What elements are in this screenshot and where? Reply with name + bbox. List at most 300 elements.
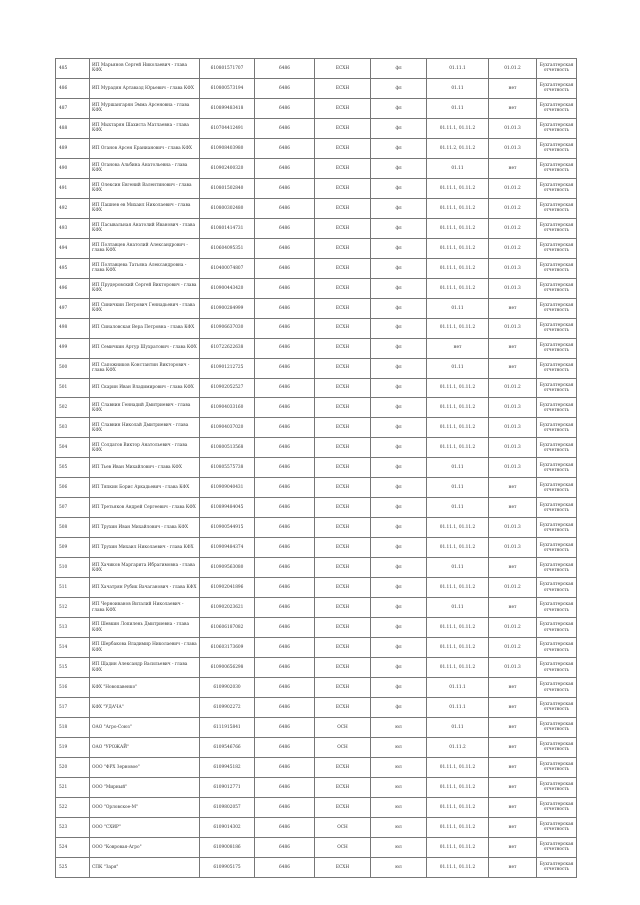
okved-main-cell: 01.11.2 bbox=[427, 737, 489, 757]
organization-name-cell: ИП Шевкин Лопилень Дмитриевна - глава КФХ bbox=[90, 618, 200, 638]
inn-cell: 610603173609 bbox=[200, 638, 255, 658]
report-type-cell: Бухгалтерская отчетность bbox=[537, 438, 577, 458]
okved-extra-cell: 01.01.3 bbox=[489, 438, 537, 458]
okved-extra-cell: 01.01.3 bbox=[489, 418, 537, 438]
report-type-cell: Бухгалтерская отчетность bbox=[537, 777, 577, 797]
entity-type-cell: фл bbox=[371, 558, 427, 578]
okved-extra-cell: нет bbox=[489, 817, 537, 837]
tax-regime-cell: ЕСХН bbox=[315, 538, 371, 558]
organization-name-cell: ИП Мурадян Артавазд Юрьевич - глава КФХ bbox=[90, 78, 200, 98]
organization-name-cell: ИП Славнин Николай Дмитриевич - глава КФХ bbox=[90, 418, 200, 438]
okato-code-cell: 6486 bbox=[255, 118, 315, 138]
okato-code-cell: 6486 bbox=[255, 458, 315, 478]
okved-main-cell: 01.11.1, 01.11.2 bbox=[427, 538, 489, 558]
row-number-cell: 518 bbox=[56, 717, 90, 737]
entity-type-cell: юл bbox=[371, 737, 427, 757]
table-row bbox=[56, 757, 577, 777]
okved-extra-cell: нет bbox=[489, 857, 537, 877]
table-row bbox=[56, 178, 577, 198]
organization-name-cell: ИП Семичкин Артур Шухратович - глава КФХ bbox=[90, 338, 200, 358]
entity-type-cell: фл bbox=[371, 98, 427, 118]
okved-extra-cell: 01.01.3 bbox=[489, 398, 537, 418]
okved-main-cell: 01.11.1, 01.11.2 bbox=[427, 578, 489, 598]
inn-cell: 610900544915 bbox=[200, 518, 255, 538]
table-row bbox=[56, 618, 577, 638]
report-type-cell: Бухгалтерская отчетность bbox=[537, 458, 577, 478]
okato-code-cell: 6486 bbox=[255, 358, 315, 378]
row-number-cell: 516 bbox=[56, 678, 90, 698]
tax-regime-cell: ЕСХН bbox=[315, 338, 371, 358]
entity-type-cell: фл bbox=[371, 138, 427, 158]
report-type-cell: Бухгалтерская отчетность bbox=[537, 757, 577, 777]
organization-name-cell: ООО "СХИР" bbox=[90, 817, 200, 837]
okved-extra-cell: 01.01.2 bbox=[489, 638, 537, 658]
tax-regime-cell: ЕСХН bbox=[315, 518, 371, 538]
inn-cell: 610805575738 bbox=[200, 458, 255, 478]
tax-regime-cell: ЕСХН bbox=[315, 698, 371, 718]
row-number-cell: 508 bbox=[56, 518, 90, 538]
okato-code-cell: 6486 bbox=[255, 777, 315, 797]
tax-regime-cell: ЕСХН bbox=[315, 238, 371, 258]
row-number-cell: 494 bbox=[56, 238, 90, 258]
entity-type-cell: фл bbox=[371, 678, 427, 698]
row-number-cell: 506 bbox=[56, 478, 90, 498]
inn-cell: 610704412491 bbox=[200, 118, 255, 138]
inn-cell: 610906637030 bbox=[200, 318, 255, 338]
organization-name-cell: ИП Хачиков Маргарита Ибрагимовна - глава КФХ bbox=[90, 558, 200, 578]
okved-extra-cell: 01.01.3 bbox=[489, 278, 537, 298]
okved-extra-cell: нет bbox=[489, 678, 537, 698]
table-row bbox=[56, 837, 577, 857]
tax-regime-cell: ЕСХН bbox=[315, 78, 371, 98]
report-type-cell: Бухгалтерская отчетность bbox=[537, 598, 577, 618]
report-type-cell: Бухгалтерская отчетность bbox=[537, 338, 577, 358]
inn-cell: 6109014302 bbox=[200, 817, 255, 837]
table-row bbox=[56, 398, 577, 418]
organization-name-cell: КФХ "УДАЧА" bbox=[90, 698, 200, 718]
tax-regime-cell: ЕСХН bbox=[315, 398, 371, 418]
entity-type-cell: фл bbox=[371, 498, 427, 518]
inn-cell: 610902052527 bbox=[200, 378, 255, 398]
report-type-cell: Бухгалтерская отчетность bbox=[537, 518, 577, 538]
inn-cell: 610904033160 bbox=[200, 398, 255, 418]
okved-extra-cell: 01.01.3 bbox=[489, 658, 537, 678]
tax-regime-cell: ЕСХН bbox=[315, 438, 371, 458]
tax-regime-cell: ЕСХН bbox=[315, 618, 371, 638]
okved-main-cell: 01.11.1, 01.11.2 bbox=[427, 118, 489, 138]
tax-regime-cell: ЕСХН bbox=[315, 638, 371, 658]
inn-cell: 6111915841 bbox=[200, 717, 255, 737]
organization-name-cell: ИП Синичкин Петрович Геннадьевич - глава КФХ bbox=[90, 298, 200, 318]
okved-extra-cell: нет bbox=[489, 338, 537, 358]
organization-name-cell: ИП Мыхтарян Шахиста Матлаевна - глава КФХ bbox=[90, 118, 200, 138]
organization-name-cell: ООО "Мирный" bbox=[90, 777, 200, 797]
tax-regime-cell: ЕСХН bbox=[315, 658, 371, 678]
entity-type-cell: юл bbox=[371, 717, 427, 737]
report-type-cell: Бухгалтерская отчетность bbox=[537, 578, 577, 598]
entity-type-cell: фл bbox=[371, 338, 427, 358]
organization-name-cell: ООО "ФРХ Зерновое" bbox=[90, 757, 200, 777]
report-type-cell: Бухгалтерская отчетность bbox=[537, 78, 577, 98]
okato-code-cell: 6486 bbox=[255, 618, 315, 638]
okved-extra-cell: 01.01.2 bbox=[489, 378, 537, 398]
entity-type-cell: фл bbox=[371, 378, 427, 398]
table-row bbox=[56, 698, 577, 718]
okved-extra-cell: нет bbox=[489, 797, 537, 817]
row-number-cell: 510 bbox=[56, 558, 90, 578]
okved-main-cell: 01.11.1 bbox=[427, 678, 489, 698]
okato-code-cell: 6486 bbox=[255, 258, 315, 278]
table-row bbox=[56, 318, 577, 338]
okato-code-cell: 6486 bbox=[255, 438, 315, 458]
okved-extra-cell: 01.01.3 bbox=[489, 518, 537, 538]
tax-regime-cell: ЕСХН bbox=[315, 98, 371, 118]
okved-extra-cell: 01.01.3 bbox=[489, 138, 537, 158]
tax-regime-cell: ЕСХН bbox=[315, 258, 371, 278]
entity-type-cell: юл bbox=[371, 797, 427, 817]
report-type-cell: Бухгалтерская отчетность bbox=[537, 678, 577, 698]
table-row bbox=[56, 478, 577, 498]
okved-extra-cell: 01.01.2 bbox=[489, 178, 537, 198]
tax-regime-cell: ЕСХН bbox=[315, 198, 371, 218]
organization-name-cell: ОАО "Агро-Союз" bbox=[90, 717, 200, 737]
entity-type-cell: фл bbox=[371, 458, 427, 478]
tax-regime-cell: ОСН bbox=[315, 837, 371, 857]
organization-name-cell: ИП Тяпкин Борис Аркадьевич - глава КФХ bbox=[90, 478, 200, 498]
okato-code-cell: 6486 bbox=[255, 178, 315, 198]
okved-extra-cell: нет bbox=[489, 78, 537, 98]
organization-name-cell: ИП Синаловская Вера Петровна - глава КФХ bbox=[90, 318, 200, 338]
report-type-cell: Бухгалтерская отчетность bbox=[537, 797, 577, 817]
row-number-cell: 517 bbox=[56, 698, 90, 718]
row-number-cell: 492 bbox=[56, 198, 90, 218]
inn-cell: 6109902272 bbox=[200, 698, 255, 718]
entity-type-cell: юл bbox=[371, 777, 427, 797]
row-number-cell: 515 bbox=[56, 658, 90, 678]
okved-extra-cell: нет bbox=[489, 558, 537, 578]
organization-name-cell: ИП Оганова Альбина Анатольевна - глава КФХ bbox=[90, 158, 200, 178]
inn-cell: 6109902030 bbox=[200, 678, 255, 698]
okved-main-cell: 01.11 bbox=[427, 98, 489, 118]
table-row bbox=[56, 857, 577, 877]
inn-cell: 610899483418 bbox=[200, 98, 255, 118]
okved-main-cell: 01.11 bbox=[427, 458, 489, 478]
inn-cell: 6109945182 bbox=[200, 757, 255, 777]
report-type-cell: Бухгалтерская отчетность bbox=[537, 238, 577, 258]
organization-name-cell: ИП Марьянов Сергей Николаевич - глава КФХ bbox=[90, 59, 200, 79]
registry-table bbox=[55, 58, 577, 878]
tax-regime-cell: ЕСХН bbox=[315, 578, 371, 598]
entity-type-cell: фл bbox=[371, 59, 427, 79]
tax-regime-cell: ОСН bbox=[315, 817, 371, 837]
okved-main-cell: 01.11 bbox=[427, 358, 489, 378]
inn-cell: 610902400320 bbox=[200, 158, 255, 178]
row-number-cell: 524 bbox=[56, 837, 90, 857]
okved-main-cell: 01.11.1, 01.11.2 bbox=[427, 238, 489, 258]
table-row bbox=[56, 538, 577, 558]
row-number-cell: 520 bbox=[56, 757, 90, 777]
okved-extra-cell: нет bbox=[489, 298, 537, 318]
table-row bbox=[56, 737, 577, 757]
report-type-cell: Бухгалтерская отчетность bbox=[537, 817, 577, 837]
organization-name-cell: ИП Прудеровский Сергей Викторович - глава КФХ bbox=[90, 278, 200, 298]
okved-extra-cell: нет bbox=[489, 717, 537, 737]
entity-type-cell: фл bbox=[371, 278, 427, 298]
table-row bbox=[56, 458, 577, 478]
tax-regime-cell: ЕСХН bbox=[315, 178, 371, 198]
tax-regime-cell: ЕСХН bbox=[315, 378, 371, 398]
inn-cell: 6109546766 bbox=[200, 737, 255, 757]
okved-extra-cell: нет bbox=[489, 98, 537, 118]
report-type-cell: Бухгалтерская отчетность bbox=[537, 138, 577, 158]
organization-name-cell: ООО "Ковровая-Агро" bbox=[90, 837, 200, 857]
okved-extra-cell: 01.01.2 bbox=[489, 218, 537, 238]
table-row bbox=[56, 118, 577, 138]
tax-regime-cell: ЕСХН bbox=[315, 138, 371, 158]
okved-extra-cell: 01.01.2 bbox=[489, 238, 537, 258]
okved-extra-cell: 01.01.3 bbox=[489, 258, 537, 278]
tax-regime-cell: ЕСХН bbox=[315, 278, 371, 298]
entity-type-cell: фл bbox=[371, 118, 427, 138]
okato-code-cell: 6486 bbox=[255, 817, 315, 837]
okved-main-cell: 01.11.1, 01.11.2 bbox=[427, 178, 489, 198]
row-number-cell: 513 bbox=[56, 618, 90, 638]
inn-cell: 6109905175 bbox=[200, 857, 255, 877]
okved-main-cell: 01.11.1 bbox=[427, 59, 489, 79]
inn-cell: 610801414731 bbox=[200, 218, 255, 238]
report-type-cell: Бухгалтерская отчетность bbox=[537, 158, 577, 178]
row-number-cell: 522 bbox=[56, 797, 90, 817]
row-number-cell: 514 bbox=[56, 638, 90, 658]
entity-type-cell: фл bbox=[371, 398, 427, 418]
okved-main-cell: 01.11.1, 01.11.2 bbox=[427, 837, 489, 857]
okato-code-cell: 6486 bbox=[255, 678, 315, 698]
inn-cell: 610800573194 bbox=[200, 78, 255, 98]
entity-type-cell: фл bbox=[371, 358, 427, 378]
inn-cell: 610899484045 bbox=[200, 498, 255, 518]
okato-code-cell: 6486 bbox=[255, 558, 315, 578]
table-row bbox=[56, 438, 577, 458]
row-number-cell: 512 bbox=[56, 598, 90, 618]
organization-name-cell: ИП Трухин Иван Михайлович - глава КФХ bbox=[90, 518, 200, 538]
entity-type-cell: фл bbox=[371, 658, 427, 678]
okato-code-cell: 6486 bbox=[255, 198, 315, 218]
okato-code-cell: 6486 bbox=[255, 837, 315, 857]
row-number-cell: 503 bbox=[56, 418, 90, 438]
row-number-cell: 496 bbox=[56, 278, 90, 298]
table-row bbox=[56, 418, 577, 438]
okato-code-cell: 6486 bbox=[255, 59, 315, 79]
row-number-cell: 504 bbox=[56, 438, 90, 458]
row-number-cell: 521 bbox=[56, 777, 90, 797]
okved-extra-cell: нет bbox=[489, 837, 537, 857]
organization-name-cell: ИП Тьев Иван Михайлович - глава КФХ bbox=[90, 458, 200, 478]
entity-type-cell: фл bbox=[371, 638, 427, 658]
organization-name-cell: ООО "Орловское-М" bbox=[90, 797, 200, 817]
report-type-cell: Бухгалтерская отчетность bbox=[537, 218, 577, 238]
okato-code-cell: 6486 bbox=[255, 857, 315, 877]
entity-type-cell: фл bbox=[371, 478, 427, 498]
okved-main-cell: 01.11.1, 01.11.2 bbox=[427, 518, 489, 538]
okato-code-cell: 6486 bbox=[255, 78, 315, 98]
table-row bbox=[56, 238, 577, 258]
okato-code-cell: 6486 bbox=[255, 238, 315, 258]
okato-code-cell: 6486 bbox=[255, 158, 315, 178]
organization-name-cell: ИП Солдатов Виктор Анатольевич - глава КФХ bbox=[90, 438, 200, 458]
organization-name-cell: КФХ "Новопавенко" bbox=[90, 678, 200, 698]
report-type-cell: Бухгалтерская отчетность bbox=[537, 538, 577, 558]
entity-type-cell: фл bbox=[371, 438, 427, 458]
table-row bbox=[56, 158, 577, 178]
entity-type-cell: фл bbox=[371, 578, 427, 598]
okved-main-cell: 01.11.1, 01.11.2 bbox=[427, 318, 489, 338]
tax-regime-cell: ЕСХН bbox=[315, 318, 371, 338]
okato-code-cell: 6486 bbox=[255, 398, 315, 418]
inn-cell: 610909484374 bbox=[200, 538, 255, 558]
okved-extra-cell: нет bbox=[489, 158, 537, 178]
report-type-cell: Бухгалтерская отчетность bbox=[537, 178, 577, 198]
inn-cell: 6109008186 bbox=[200, 837, 255, 857]
inn-cell: 610909040431 bbox=[200, 478, 255, 498]
inn-cell: 610904037020 bbox=[200, 418, 255, 438]
table-row bbox=[56, 797, 577, 817]
okato-code-cell: 6486 bbox=[255, 658, 315, 678]
row-number-cell: 498 bbox=[56, 318, 90, 338]
entity-type-cell: фл bbox=[371, 258, 427, 278]
report-type-cell: Бухгалтерская отчетность bbox=[537, 618, 577, 638]
row-number-cell: 501 bbox=[56, 378, 90, 398]
report-type-cell: Бухгалтерская отчетность bbox=[537, 378, 577, 398]
inn-cell: 610400074807 bbox=[200, 258, 255, 278]
table-row bbox=[56, 717, 577, 737]
organization-name-cell: ИП Полтавцев Анатолий Александрович - глава КФХ bbox=[90, 238, 200, 258]
entity-type-cell: юл bbox=[371, 757, 427, 777]
inn-cell: 610900284999 bbox=[200, 298, 255, 318]
okved-extra-cell: нет bbox=[489, 598, 537, 618]
row-number-cell: 497 bbox=[56, 298, 90, 318]
entity-type-cell: юл bbox=[371, 857, 427, 877]
tax-regime-cell: ЕСХН bbox=[315, 458, 371, 478]
entity-type-cell: фл bbox=[371, 178, 427, 198]
row-number-cell: 511 bbox=[56, 578, 90, 598]
report-type-cell: Бухгалтерская отчетность bbox=[537, 198, 577, 218]
row-number-cell: 489 bbox=[56, 138, 90, 158]
row-number-cell: 490 bbox=[56, 158, 90, 178]
organization-name-cell: ИП Черноиванов Виталий Николаевич - глава КФХ bbox=[90, 598, 200, 618]
okved-extra-cell: нет bbox=[489, 478, 537, 498]
okved-main-cell: 01.11 bbox=[427, 558, 489, 578]
table-row bbox=[56, 278, 577, 298]
report-type-cell: Бухгалтерская отчетность bbox=[537, 59, 577, 79]
report-type-cell: Бухгалтерская отчетность bbox=[537, 737, 577, 757]
row-number-cell: 491 bbox=[56, 178, 90, 198]
entity-type-cell: фл bbox=[371, 538, 427, 558]
okved-extra-cell: 01.01.3 bbox=[489, 318, 537, 338]
organization-name-cell: ИП Оганов Арсен Еранианович - глава КФХ bbox=[90, 138, 200, 158]
row-number-cell: 505 bbox=[56, 458, 90, 478]
inn-cell: 610908403980 bbox=[200, 138, 255, 158]
row-number-cell: 519 bbox=[56, 737, 90, 757]
okato-code-cell: 6486 bbox=[255, 737, 315, 757]
report-type-cell: Бухгалтерская отчетность bbox=[537, 698, 577, 718]
okved-main-cell: 01.11 bbox=[427, 498, 489, 518]
table-row bbox=[56, 558, 577, 578]
tax-regime-cell: ЕСХН bbox=[315, 777, 371, 797]
okved-extra-cell: 01.01.2 bbox=[489, 59, 537, 79]
organization-name-cell: ИП Скарин Иван Владимирович - глава КФХ bbox=[90, 378, 200, 398]
okato-code-cell: 6486 bbox=[255, 218, 315, 238]
tax-regime-cell: ЕСХН bbox=[315, 118, 371, 138]
entity-type-cell: фл bbox=[371, 218, 427, 238]
entity-type-cell: фл bbox=[371, 198, 427, 218]
okved-main-cell: 01.11.1, 01.11.2 bbox=[427, 418, 489, 438]
organization-name-cell: ИП Славнин Геннадий Дмитриевич - глава КФХ bbox=[90, 398, 200, 418]
okato-code-cell: 6486 bbox=[255, 638, 315, 658]
organization-name-cell: ИП Сапожников Константин Викторович - глава КФХ bbox=[90, 358, 200, 378]
tax-regime-cell: ЕСХН bbox=[315, 757, 371, 777]
okved-main-cell: 01.11.1, 01.11.2 bbox=[427, 438, 489, 458]
tax-regime-cell: ЕСХН bbox=[315, 678, 371, 698]
table-row bbox=[56, 777, 577, 797]
okved-extra-cell: 01.01.2 bbox=[489, 198, 537, 218]
report-type-cell: Бухгалтерская отчетность bbox=[537, 558, 577, 578]
okved-extra-cell: 01.01.2 bbox=[489, 618, 537, 638]
okved-main-cell: 01.11.1, 01.11.2 bbox=[427, 638, 489, 658]
table-row bbox=[56, 338, 577, 358]
table-row bbox=[56, 518, 577, 538]
okato-code-cell: 6486 bbox=[255, 138, 315, 158]
inn-cell: 610801502840 bbox=[200, 178, 255, 198]
okato-code-cell: 6486 bbox=[255, 578, 315, 598]
okved-main-cell: 01.11.1, 01.11.2 bbox=[427, 378, 489, 398]
table-row bbox=[56, 59, 577, 79]
table-row bbox=[56, 138, 577, 158]
okved-main-cell: 01.11.2, 01.11.2 bbox=[427, 138, 489, 158]
tax-regime-cell: ЕСХН bbox=[315, 418, 371, 438]
inn-cell: 610900443420 bbox=[200, 278, 255, 298]
row-number-cell: 488 bbox=[56, 118, 90, 138]
report-type-cell: Бухгалтерская отчетность bbox=[537, 258, 577, 278]
okved-extra-cell: нет bbox=[489, 757, 537, 777]
okved-main-cell: 01.11 bbox=[427, 158, 489, 178]
report-type-cell: Бухгалтерская отчетность bbox=[537, 398, 577, 418]
report-type-cell: Бухгалтерская отчетность bbox=[537, 857, 577, 877]
organization-name-cell: ИП Шербакова Владимир Николаевич - глава КФХ bbox=[90, 638, 200, 658]
tax-regime-cell: ЕСХН bbox=[315, 158, 371, 178]
table-row bbox=[56, 598, 577, 618]
okato-code-cell: 6486 bbox=[255, 498, 315, 518]
okved-main-cell: нет bbox=[427, 338, 489, 358]
okato-code-cell: 6486 bbox=[255, 598, 315, 618]
row-number-cell: 487 bbox=[56, 98, 90, 118]
entity-type-cell: фл bbox=[371, 518, 427, 538]
organization-name-cell: СПК "Заря" bbox=[90, 857, 200, 877]
row-number-cell: 509 bbox=[56, 538, 90, 558]
okato-code-cell: 6486 bbox=[255, 797, 315, 817]
table-row bbox=[56, 258, 577, 278]
okato-code-cell: 6486 bbox=[255, 757, 315, 777]
tax-regime-cell: ЕСХН bbox=[315, 478, 371, 498]
report-type-cell: Бухгалтерская отчетность bbox=[537, 478, 577, 498]
report-type-cell: Бухгалтерская отчетность bbox=[537, 98, 577, 118]
tax-regime-cell: ОСН bbox=[315, 717, 371, 737]
table-row bbox=[56, 198, 577, 218]
tax-regime-cell: ЕСХН bbox=[315, 59, 371, 79]
organization-name-cell: ОАО "УРОЖАЙ" bbox=[90, 737, 200, 757]
entity-type-cell: фл bbox=[371, 598, 427, 618]
okato-code-cell: 6486 bbox=[255, 378, 315, 398]
report-type-cell: Бухгалтерская отчетность bbox=[537, 498, 577, 518]
